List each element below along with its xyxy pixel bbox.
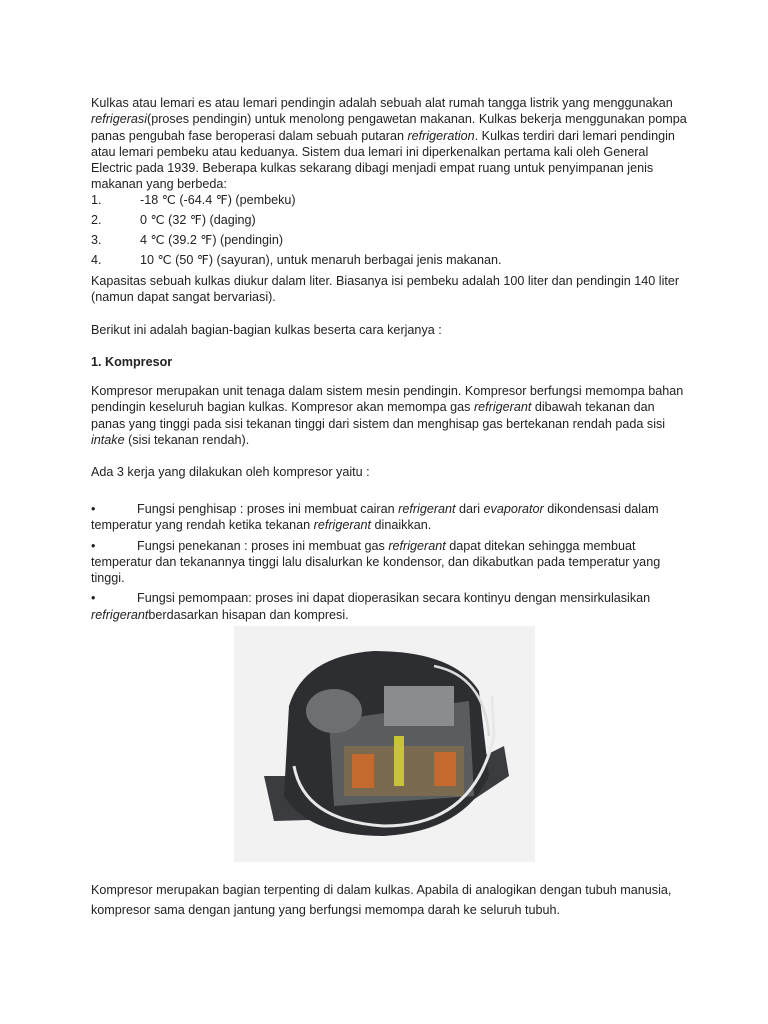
copper-winding-right [434, 752, 456, 786]
list-item [91, 590, 691, 623]
bullet-text: dapat ditekan sehingga membuat temperatur dan tekanannya tinggi lalu disalurkan ke kondensor, dan dikabutkan pada temperatur yang tinggi. [91, 538, 661, 586]
bullet-text: Fungsi pemompaan: proses ini dapat dioperasikan secara kontinyu dengan mensirkulasikan [137, 591, 651, 606]
intro-paragraph [91, 95, 691, 193]
list-number: 3. [91, 233, 102, 247]
list-text: 10 ℃ (50 ℉) (sayuran), untuk menaruh berbagai jenis makanan. [140, 253, 502, 267]
list-item [91, 538, 691, 587]
list-text: 0 ℃ (32 ℉) (daging) [140, 213, 256, 227]
copper-winding-left [352, 754, 374, 788]
bullet-em: evaporator [483, 502, 544, 516]
yellow-insulator [394, 736, 404, 786]
kompresor-text-c: (sisi tekanan rendah). [124, 432, 250, 447]
function-bullet-list [91, 501, 691, 627]
bullet-icon: • [91, 538, 96, 553]
list-number: 2. [91, 213, 102, 227]
kompresor-em-intake: intake [91, 432, 125, 447]
bullet-text: Fungsi penghisap : proses ini membuat cairan [137, 502, 399, 516]
bullet-em: refrigerant [91, 607, 149, 622]
parts-intro-paragraph: Berikut ini adalah bagian-bagian kulkas beserta cara kerjanya : [91, 323, 442, 337]
bullet-em: refrigerant [398, 502, 456, 516]
intro-text-b: (proses pendingin) untuk menolong pengawetan makanan. Kulkas bekerja menggunakan pompa panas pengubah fase beroperasi dalam sebuah putaran [91, 112, 687, 143]
kompresor-paragraph [91, 383, 691, 448]
intro-text-c: . Kulkas terdiri dari lemari pendingin atau lemari pembeku atau keduanya. Sistem dua lemari ini diperkenalkan pertama kali oleh General Electric pada 1939. Beberapa kulkas sekarang dibagi menjadi empat ruang untuk penyimpanan jenis makanan yang berbeda: [91, 128, 675, 192]
bullet-icon: • [91, 591, 96, 606]
piston-head [384, 686, 454, 726]
list-text: -18 ℃ (-64.4 ℉) (pembeku) [140, 193, 296, 207]
list-item [91, 212, 691, 232]
capacity-paragraph: Kapasitas sebuah kulkas diukur dalam liter. Biasanya isi pembeku adalah 100 liter dan pendingin 140 liter (namun dapat sangat bervariasi). [91, 274, 680, 305]
bullet-em: refrigerant [388, 538, 446, 553]
kompresor-em-refrigerant: refrigerant [473, 400, 532, 415]
kompresor-text-a: Kompresor merupakan unit tenaga dalam sistem mesin pendingin. Kompresor berfungsi memompa bahan pendingin keseluruh bagian kulkas. Kompresor akan memompa gas [91, 384, 684, 415]
bullet-text: Fungsi penekanan : proses ini membuat gas [137, 538, 389, 553]
list-number: 1. [91, 193, 102, 207]
list-item [91, 252, 691, 272]
temperature-list [91, 192, 691, 272]
intro-text-a: Kulkas atau lemari es atau lemari pendingin adalah sebuah alat rumah tangga listrik yang menggunakan [91, 96, 673, 110]
intro-em-refrigerasi: refrigerasi [91, 112, 147, 127]
works-intro-paragraph: Ada 3 kerja yang dilakukan oleh kompresor yaitu : [91, 465, 370, 479]
section-heading: 1. Kompresor [91, 355, 173, 369]
bullet-icon: • [91, 502, 96, 516]
list-item [91, 501, 691, 534]
bullet-text: dikondensasi dalam temperatur yang rendah ketika tekanan [91, 502, 659, 533]
list-item [91, 192, 691, 212]
dome-top [306, 689, 362, 733]
list-item [91, 232, 691, 252]
closing-paragraph: Kompresor merupakan bagian terpenting di dalam kulkas. Apabila di analogikan dengan tubuh manusia, kompresor sama dengan jantung yang berfungsi memompa darah ke seluruh tubuh. [91, 883, 672, 917]
bullet-text: berdasarkan hisapan dan kompresi. [148, 607, 349, 622]
intro-em-refrigeration: refrigeration [407, 128, 475, 143]
compressor-cutaway-image [234, 626, 535, 862]
list-number: 4. [91, 253, 102, 267]
bullet-text: dinaikkan. [371, 518, 432, 533]
list-text: 4 ℃ (39.2 ℉) (pendingin) [140, 233, 284, 247]
kompresor-text-b: dibawah tekanan dan panas yang tinggi pada sisi tekanan tinggi dari sistem dan menghisap gas bertekanan rendah pada sisi [91, 400, 666, 431]
bullet-text: dari [455, 502, 484, 516]
bullet-em: refrigerant [313, 518, 372, 533]
